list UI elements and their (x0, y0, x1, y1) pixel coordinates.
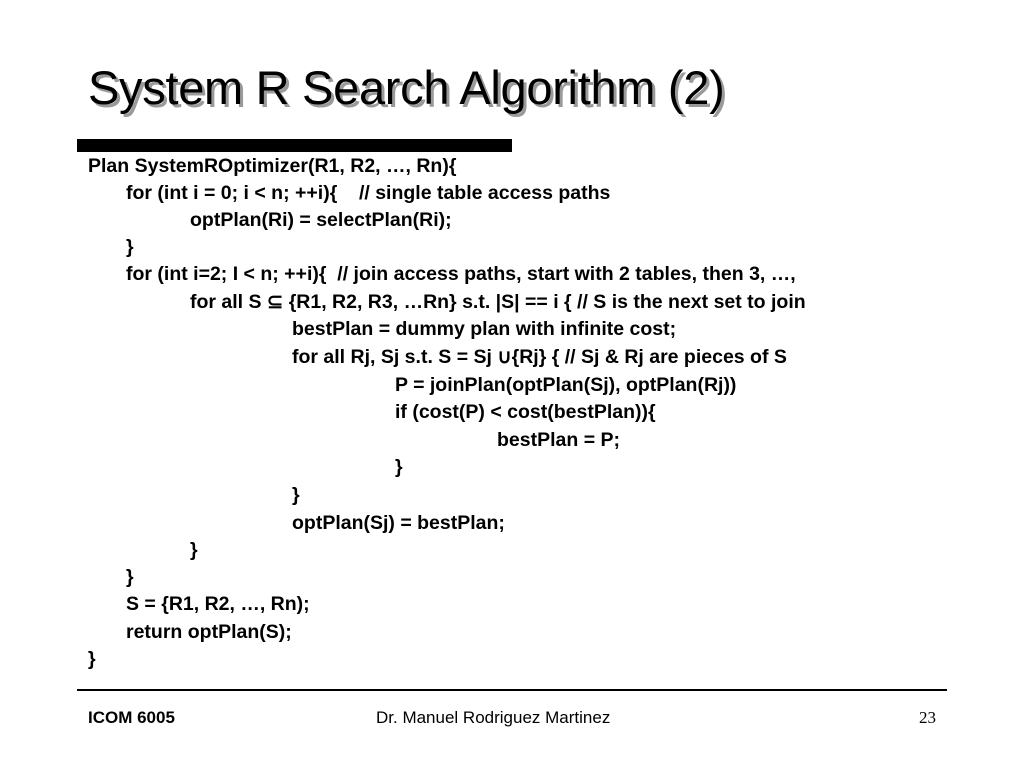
title-underline-bar (77, 139, 512, 152)
footer-author: Dr. Manuel Rodriguez Martinez (376, 708, 611, 727)
code-line-16: } (126, 566, 134, 588)
code-line-13: } (292, 484, 300, 506)
code-line-10: if (cost(P) < cost(bestPlan)){ (395, 401, 656, 423)
code-line-19: } (88, 648, 96, 670)
code-line-5: for (int i=2; I < n; ++i){ // join access paths, start with 2 tables, then 3, …, (126, 263, 796, 285)
code-line-3: optPlan(Ri) = selectPlan(Ri); (190, 209, 452, 231)
code-line-14: optPlan(Sj) = bestPlan; (292, 512, 505, 534)
code-line-17: S = {R1, R2, …, Rn); (126, 593, 310, 615)
footer-page-number: 23 (919, 708, 936, 727)
code-line-18: return optPlan(S); (126, 621, 292, 643)
code-line-11: bestPlan = P; (497, 429, 620, 451)
slide-title: System R Search Algorithm (2) (88, 61, 725, 114)
code-line-12: } (395, 456, 403, 478)
code-line-2: for (int i = 0; i < n; ++i){ // single table access paths (126, 182, 611, 204)
footer-course: ICOM 6005 (88, 708, 175, 727)
code-line-15: } (190, 539, 198, 561)
code-line-6: for all S ⊆ {R1, R2, R3, …Rn} s.t. |S| == i { // S is the next set to join (190, 291, 806, 313)
footer-divider (77, 689, 947, 691)
code-line-7: bestPlan = dummy plan with infinite cost; (292, 318, 677, 340)
code-line-1: Plan SystemROptimizer(R1, R2, …, Rn){ (88, 155, 457, 177)
code-line-4: } (126, 236, 134, 258)
code-line-9: P = joinPlan(optPlan(Sj), optPlan(Rj)) (395, 374, 737, 396)
code-line-8: for all Rj, Sj s.t. S = Sj ∪{Rj} { // Sj & Rj are pieces of S (292, 346, 787, 368)
